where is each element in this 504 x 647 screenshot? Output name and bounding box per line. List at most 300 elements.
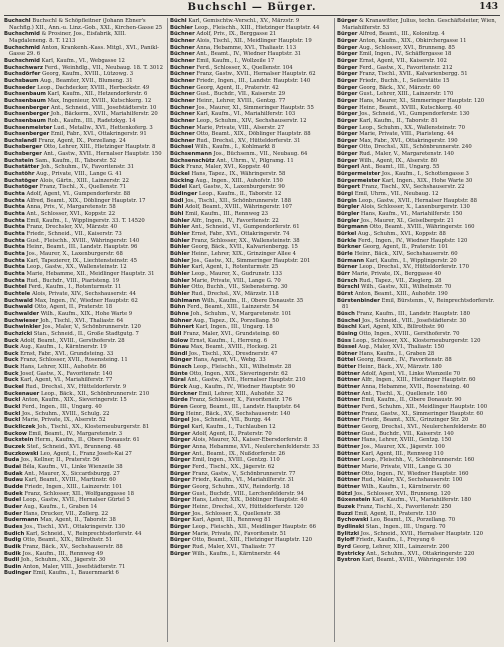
entry-surname: Buckl (4, 397, 21, 404)
entry-surname: Budermann (4, 517, 39, 524)
directory-entry (337, 551, 497, 558)
entry-surname: Bydlinski (337, 523, 365, 530)
entry-details: Emil, Agent, II., Praterstr. 130 (354, 510, 436, 517)
directory-entry (170, 484, 330, 491)
directory-entry (337, 397, 497, 404)
entry-details: Aug., Schuhm., XVI., Koppstr. 88 (357, 231, 446, 237)
directory-entry (337, 411, 497, 418)
entry-surname: Bülow (170, 337, 189, 344)
directory-entry (4, 338, 164, 345)
entry-surname: Büchner (170, 124, 195, 131)
entry-details: Leop., Fleischh., XII., Meidlinger Hauptstr. 66 (192, 523, 316, 530)
entry-surname: Bühler (170, 270, 190, 277)
directory-entry (170, 537, 330, 544)
entry-details: Jos., Maurer, XI., Geiselbergstr. 21 (360, 217, 454, 224)
directory-entry (4, 371, 164, 378)
directory-entry (4, 271, 164, 278)
entry-surname: Buchsberger (4, 151, 42, 158)
directory-entry (170, 91, 330, 98)
entry-details: Rud., Maler, V., Margaretenstr. 140 (359, 151, 454, 158)
entry-surname: Bystron (337, 557, 361, 564)
directory-entry (170, 471, 330, 478)
entry-details: Karl, Kaufm., VI., Webgasse 12 (41, 57, 125, 64)
directory-entry (4, 517, 164, 524)
entry-details: Emil, Bürstenm., V., Reinprechtsdorferstr. 81 (342, 297, 495, 311)
directory-entry (4, 551, 164, 558)
directory-entry (337, 344, 497, 351)
entry-details: Rud., Tapez., VII., Zieglerg. 28 (359, 277, 442, 284)
entry-surname: Buchsdörfer (4, 71, 41, 78)
entry-surname: Bürger (170, 463, 191, 470)
directory-entry (4, 471, 164, 478)
entry-details: Hans, Kaufm., VI., Mariahilferstr. 150 (360, 211, 463, 218)
entry-details: Heinr., Bäck., XV., Märzstr. 180 (357, 364, 442, 371)
entry-surname: Bühler (170, 231, 190, 237)
directory-entry (4, 544, 164, 551)
directory-entry (4, 251, 164, 258)
entry-surname: Bürger (170, 437, 191, 444)
directory-entry (170, 344, 330, 351)
directory-entry (337, 211, 497, 218)
directory-entry (4, 178, 164, 185)
directory-entry (170, 351, 330, 358)
entry-details: Friedr., Kaufm., VI., Mariahilferstr. 31 (192, 477, 295, 484)
entry-surname: Bühl (170, 211, 184, 218)
entry-details: Wilh., Kaufm., I., Kärntnerstr. 44 (192, 550, 281, 557)
directory-entry (170, 191, 330, 198)
directory-entry (337, 78, 497, 85)
entry-details: Jos., Maurer, X., Laxenburgerstr. 68 (26, 250, 123, 257)
entry-surname: Büttner (337, 483, 360, 490)
directory-entry (337, 164, 497, 171)
entry-surname: Büchsenmann (170, 151, 212, 158)
entry-details: Alois, Maurer, XI., Kaiser-Ebersdorferstr. 8 (192, 437, 308, 444)
entry-details: Anton, Kaufm., XIX., Sieveringerstr. 15 (21, 397, 127, 404)
directory-entry (4, 411, 164, 418)
directory-entry (4, 564, 164, 571)
entry-surname: Büttner (337, 444, 360, 450)
entry-details: Friedr., Beamt., XIX., Grinzinger Str. 20 (361, 417, 469, 424)
entry-details: Hans, Agent, VI., Webg. 33 (193, 357, 266, 364)
entry-surname: Bünte (170, 370, 188, 377)
entry-details: Aug., Tapez., IX., Porzellang. 50 (193, 317, 279, 324)
directory-entry (337, 351, 497, 358)
entry-details: Anton, Maler, VIII., Josefstädterstr. 71 (22, 563, 126, 570)
directory-entry (170, 264, 330, 271)
entry-details: Marie, Private, IV., Favoritenstr. 51 (192, 530, 287, 537)
entry-details: Marie, Private, IX., Alserstr. 52 (21, 417, 106, 424)
entry-surname: Büschel (337, 317, 361, 324)
entry-surname: Buchzicki (4, 330, 33, 337)
entry-surname: Bürger (337, 157, 358, 164)
directory-entry (337, 431, 497, 438)
directory-entry (4, 125, 164, 132)
directory-entry (4, 204, 164, 211)
column-3 (337, 18, 497, 642)
entry-details: Jos., Kellner, II., Praterstr. 56 (20, 457, 100, 464)
directory-entry (4, 31, 164, 44)
entry-surname: Bürger (337, 77, 358, 84)
directory-entry (4, 78, 164, 85)
entry-surname: Buchsenbaum (4, 97, 46, 104)
entry-surname: Buchsenbaum (4, 117, 46, 124)
directory-entry (337, 278, 497, 285)
directory-entry (170, 491, 330, 498)
entry-details: Emil, Kaufm., I., Wipplingerstr. 33. T. 14520 (26, 217, 145, 224)
entry-details: Gust., Buchdr., VII., Kaiserstr. 140 (361, 430, 454, 437)
entry-details: Georg, Kaufm., XVIII., Lützowg. 3 (42, 71, 134, 78)
entry-details: Georg, Beamt., III., Landstr. Hauptstr. 64 (189, 404, 301, 411)
entry-surname: Büttner (337, 437, 360, 444)
entry-surname: Bürgin (337, 197, 357, 204)
entry-surname: Budig (4, 537, 22, 544)
entry-details: Franz, Gastw., XI., Simmeringer Hauptstr. 60 (361, 410, 484, 417)
directory-entry (337, 118, 497, 125)
directory-entry (170, 251, 330, 258)
directory-entry (4, 444, 164, 451)
entry-surname: Buckl (4, 410, 21, 417)
entry-surname: Buchsenberger (4, 104, 50, 111)
entry-surname: Buchta (4, 250, 25, 257)
entry-details: & Prosiner, Jos., Eisfabrik, XIII. Magdaleneng. 8. T. 1213 (9, 31, 126, 44)
entry-details: Hans, Lehrer, XIX., Döblinger Hauptstr. 40 (192, 497, 308, 504)
directory-entry (4, 537, 164, 544)
entry-details: Jos., Tischl., XII., Schönbrunnerstr. 188 (185, 197, 291, 204)
directory-entry (337, 264, 497, 271)
directory-entry (337, 65, 497, 72)
entry-details: Max, Ingenieur, XVIII., Kutschkerg. 12 (47, 97, 152, 104)
entry-details: Karl, Ingen., XIX., Hohe Warte 30 (381, 177, 473, 184)
directory-entry (337, 537, 497, 544)
entry-surname: Büttner (337, 404, 360, 411)
entry-surname: Budel (4, 497, 22, 504)
directory-entry (170, 78, 330, 85)
directory-entry (170, 457, 330, 464)
directory-entry (170, 298, 330, 305)
entry-surname: Büchner (170, 84, 195, 91)
directory-entry (337, 291, 497, 298)
directory-entry (170, 204, 330, 211)
directory-entry (337, 517, 497, 524)
entry-surname: Büttner (337, 370, 360, 377)
entry-details: Franz, Tischl., X., Favoritenstr. 250 (356, 503, 452, 510)
entry-details: Emil, Kaufm., I., Wollzeile 17 (196, 57, 275, 64)
entry-surname: Bürgermeister (337, 171, 381, 178)
entry-details: Joh., Tischl., XVI., Thaliastr. 64 (40, 317, 124, 324)
directory-entry (170, 164, 330, 171)
entry-surname: Büsch (337, 310, 355, 317)
entry-surname: Bürschl (337, 284, 360, 291)
entry-surname: Buchwalder (4, 310, 39, 317)
directory-entry (337, 457, 497, 464)
entry-surname: Buchstöger (4, 184, 39, 191)
directory-entry (4, 417, 164, 424)
entry-surname: Bystricky (337, 550, 365, 557)
directory-entry (170, 304, 330, 311)
entry-surname: Bürger (170, 490, 191, 497)
directory-entry (4, 497, 164, 504)
entry-surname: Bürger (170, 510, 191, 517)
directory-entry (4, 284, 164, 291)
directory-entry (4, 118, 164, 125)
directory-entry (4, 18, 164, 31)
directory-entry (4, 511, 164, 518)
entry-surname: Budil (4, 557, 20, 564)
entry-details: Karl, Ingen., III., Ungarg. 18 (195, 324, 273, 331)
entry-details: Jos., Maurer, XX., Jägerstr. 100 (361, 444, 445, 450)
directory-entry (337, 497, 497, 504)
directory-entry (337, 31, 497, 38)
directory-entry (337, 158, 497, 165)
entry-details: Gust., Buchdr., VII., Kaiserstr. 29 (196, 91, 286, 98)
directory-entry (170, 431, 330, 438)
directory-entry (337, 144, 497, 151)
entry-details: Friedr., Schneid., VII., Kaiserstr. 73 (26, 231, 122, 237)
entry-details: Karl, Agent, VI., Mariahilferstr. 77 (20, 377, 113, 384)
entry-surname: Büchler (170, 24, 193, 31)
directory-entry (170, 377, 330, 384)
entry-details: Ant., Schneid., VI., Gumpendorferstr. 61 (191, 224, 300, 231)
directory-entry (337, 198, 497, 205)
directory-entry (4, 71, 164, 78)
directory-entry (4, 531, 164, 538)
entry-details: Franz, Schlosser, X., Favoritenstr. 176 (189, 397, 292, 404)
entry-surname: Bürger (337, 117, 358, 124)
entry-details: Otto, Ingen., XIX., Sieveringerstr. 62 (189, 370, 288, 377)
entry-details: Karl, Kaufm., I., Tuchlauben 12 (191, 424, 276, 431)
directory-entry (4, 318, 164, 325)
directory-entry (337, 557, 497, 564)
directory-entry (337, 51, 497, 58)
entry-details: Ferd., Beamt., XIII., Lainzerstr. 54 (187, 304, 280, 311)
entry-details: Béla, Kaufm., VI., Linke Wienzeile 38 (22, 463, 123, 470)
entry-details: Leop., Schlosser, XX., Klosterneuburgerstr. 120 (352, 337, 481, 344)
entry-surname: Bütter (337, 364, 357, 371)
entry-details: Alfred, Beamt., XIX., Döblinger Hauptstr. 17 (26, 197, 146, 204)
entry-details: Marie, Private, VIII., Alserstr. 27 (196, 124, 285, 131)
entry-details: Alois, Tischl., XII., Meidlinger Hauptstr. 19 (196, 37, 312, 44)
entry-details: Karl, Gastw., X., Laxenburgerstr. 90 (188, 184, 285, 191)
entry-details: Anna, Hebamme, XVI., Neulerchenfelderstr. 33 (192, 444, 320, 450)
entry-surname: Bürgerl (337, 164, 360, 171)
entry-details: Karl, Kaufm., XII., Hetzendorferstr. 6 (47, 91, 148, 98)
directory-entry (4, 464, 164, 471)
directory-entry (337, 105, 497, 112)
directory-entry (4, 437, 164, 444)
entry-surname: Büttner (337, 390, 360, 397)
entry-surname: Bürger (337, 151, 358, 158)
directory-entry (4, 451, 164, 458)
entry-details: Anton, Krankenh.-Kass. Mitgl., XVI., Panikl-Gasse 29. 6 (9, 44, 159, 58)
entry-details: Ferd., Schuhm., XII., Meidlinger Hauptstr. 100 (361, 404, 488, 411)
entry-details: Jos., Maler, V., Schönbrunnerstr. 120 (42, 324, 141, 331)
entry-details: Marie, Private, VIII., Piaristeng. 44 (359, 131, 454, 138)
page-header (0, 2, 504, 16)
entry-details: Otto, Lehrer, XIII., Hietzinger Hauptstr. 8 (43, 144, 156, 151)
directory-entry (4, 91, 164, 98)
entry-details: Heinr., Beamt., XVIII., Kutschkerg. 40 (359, 104, 462, 111)
entry-surname: Buchwald (4, 297, 33, 304)
entry-details: Alfred, Beamt., III., Kolonitzg. 4 (359, 31, 445, 38)
entry-surname: Bürger (337, 44, 358, 51)
entry-details: Anna, Hebamme, XVI., Thaliastr. 113 (196, 44, 297, 51)
entry-details: Leo, Agent, I., Franz Josefs-Kai 27 (40, 450, 132, 457)
entry-surname: Büttner (337, 463, 360, 470)
entry-details: Heinr., Beamt., III., Landstr. Hauptstr. 96 (26, 244, 138, 251)
entry-details: Ferd., Weinhdlg., VII., Neubaug. 18. T. 3012 (44, 64, 163, 71)
entry-details: Wilh., Kaufm., I., Kärntnerstr. 60 (361, 483, 450, 490)
entry-surname: Bürger (170, 483, 191, 490)
entry-details: Aug., Beamter, XVII., Blumeng. 31 (40, 77, 133, 84)
directory-entry (337, 311, 497, 318)
entry-surname: Budik (4, 543, 21, 550)
entry-details: Rud., Drechsl., XV., Märzstr. 118 (191, 290, 279, 297)
entry-details: Leop., Dachdecker, XVIII., Herbeckstr. 49 (37, 84, 150, 91)
entry-surname: Büren (170, 404, 188, 411)
directory-entry (170, 531, 330, 538)
directory-entry (4, 291, 164, 298)
entry-details: Ferd., Tischl., XX., Jägerstr. 62 (192, 463, 275, 470)
directory-entry (4, 151, 164, 158)
directory-entry (170, 71, 330, 78)
directory-entry (4, 218, 164, 225)
entry-surname: Buchsenmeister (4, 124, 53, 131)
entry-details: Franz, Bäck., XV., Sechshauserstr. 88 (22, 543, 123, 550)
entry-details: Jos., Schlosser, XVI., Brunneng. 120 (353, 490, 451, 497)
entry-details: Franz, Schlosser, XVII., Rosensteing. 11 (20, 357, 128, 364)
entry-details: Leop., Fleischh., V., Schönbrunnerstr. 160 (361, 457, 475, 464)
entry-details: Friedr., Ingen., XIII., Lainzerstr. 101 (24, 483, 123, 490)
directory-entry (170, 411, 330, 418)
directory-entry (170, 544, 330, 551)
directory-entry (170, 111, 330, 118)
directory-entry (4, 278, 164, 285)
entry-surname: Bychowski (337, 517, 369, 524)
entry-details: Ernst, Fabr., XVI., Grundsteing. 33 (20, 350, 114, 357)
entry-details: Emil, Ingen., XVIII., Gentzg. 110 (192, 457, 280, 464)
entry-surname: Bühler (170, 290, 190, 297)
directory-entry (337, 511, 497, 518)
entry-surname: Buchstöhr (4, 171, 35, 178)
entry-details: Emil, Ingen., IV., Schäffergasse 18 (359, 51, 452, 58)
entry-surname: Büchsenschütz (170, 157, 215, 164)
entry-surname: Buchta (4, 197, 25, 204)
entry-surname: Buchta (4, 191, 25, 198)
entry-surname: Bühler (170, 237, 190, 244)
header-rule (4, 15, 500, 16)
entry-surname: Bürner (337, 264, 358, 271)
entry-details: Stan., Ingen., III., Ungarg. 70 (365, 523, 446, 530)
entry-details: Buchschl & Schöpfleitner (Johann Ebner's Nachflg.) XII., Ann.-u. Linz.-Gob., XXI., Kirchen-Gasse 25 (9, 18, 163, 31)
entry-details: Heinr., Bäck., XV., Sechshauserstr. 140 (185, 410, 291, 417)
entry-surname: Buck (4, 344, 19, 351)
directory-entry (337, 85, 497, 92)
entry-surname: Bürger (337, 91, 358, 98)
directory-entry (4, 65, 164, 72)
entry-surname: Büttner (337, 417, 360, 424)
entry-details: Heinr., Bäck., XIV., Sechshauserstr. 60 (354, 250, 458, 257)
entry-surname: Bürger (170, 477, 191, 484)
entry-details: Friedr., Buchh., I., Seilerstätte 15 (359, 77, 450, 84)
entry-details: Ant., Beamt., IX., Nußdorferstr. 26 (192, 450, 286, 457)
directory-entry (170, 497, 330, 504)
entry-surname: Bühner (170, 317, 192, 324)
entry-surname: Bürkel (337, 231, 357, 237)
directory-entry (4, 98, 164, 105)
directory-entry (337, 231, 497, 238)
directory-entry (170, 424, 330, 431)
entry-surname: Bürgel (170, 417, 190, 424)
entry-surname: Bürstenbinder (337, 297, 380, 304)
entry-details: Karl, Beamt., XVIII., Martinstr. 60 (24, 477, 116, 484)
entry-surname: Bühler (170, 224, 190, 231)
directory-entry (170, 404, 330, 411)
entry-details: Franz, Kaufm., III., Landstr. Hauptstr. 180 (356, 310, 471, 317)
directory-entry (170, 397, 330, 404)
entry-surname: Buchwieser (4, 317, 39, 324)
entry-details: Franz, Gastw., V., Schönbrunnerstr. 77 (192, 470, 296, 477)
entry-details: Alois, Private, XIV., Sechshauserstr. 44 (31, 290, 136, 297)
entry-surname: Büdl (170, 197, 184, 204)
entry-surname: Büttner (337, 377, 360, 384)
directory-entry (170, 524, 330, 531)
directory-entry (337, 484, 497, 491)
entry-surname: Bürger (170, 517, 191, 524)
entry-surname: Buchta (4, 270, 25, 277)
entry-surname: Bühn (170, 304, 186, 311)
entry-details: Franz, Drechsler, XV., Märzstr. 40 (26, 224, 118, 231)
directory-entry (4, 491, 164, 498)
directory-entry (170, 171, 330, 178)
directory-entry (4, 424, 164, 431)
directory-entry (337, 324, 497, 331)
entry-surname: Buck (4, 337, 19, 344)
entry-surname: Bürger (337, 31, 358, 38)
entry-details: Jos., Tischl., XVI., Ottakringerstr. 130 (24, 523, 125, 530)
directory-entry (170, 417, 330, 424)
directory-entry (170, 38, 330, 45)
directory-entry (170, 25, 330, 32)
directory-entry (337, 437, 497, 444)
entry-surname: Bürck (170, 384, 188, 391)
entry-surname: Büttner (337, 410, 360, 417)
entry-surname: Bürger (170, 497, 191, 504)
entry-details: & Kranawitter, Julius, techn. Geschäftsleiter, Wien, Mariahilferstr. 53 (342, 18, 497, 31)
entry-surname: Bürger (170, 470, 191, 477)
entry-details: Karl, Kaufm., II., Taborstr. 81 (359, 117, 438, 124)
directory-entry (170, 105, 330, 112)
entry-details: Joh., Tischl., XX., Klosterneuburgerstr. 81 (37, 424, 150, 431)
directory-entry (170, 198, 330, 205)
entry-details: Georg, Bäck., XVII., Kalvarienbergg. 15 (191, 244, 298, 251)
directory-entry (170, 551, 330, 558)
entry-surname: Buchwinkler (4, 324, 41, 331)
entry-details: Franz, Tischl., X., Quellenstr. 71 (39, 184, 127, 191)
directory-entry (4, 231, 164, 238)
directory-entry (170, 85, 330, 92)
directory-entry (170, 184, 330, 191)
directory-entry (170, 224, 330, 231)
entry-surname: Buchseder (4, 84, 36, 91)
entry-surname: Bürgermeister (337, 177, 381, 184)
directory-entry (170, 504, 330, 511)
entry-surname: Bühlmann (170, 297, 201, 304)
directory-entry (4, 331, 164, 338)
entry-details: Emil, Kaufm., III., Rennweg 23 (185, 211, 269, 218)
entry-details: Friedr., Ingen., III., Landstr. Hauptstr. 140 (196, 77, 311, 84)
entry-surname: Büchner (170, 131, 195, 138)
entry-surname: Buchta (4, 244, 25, 251)
